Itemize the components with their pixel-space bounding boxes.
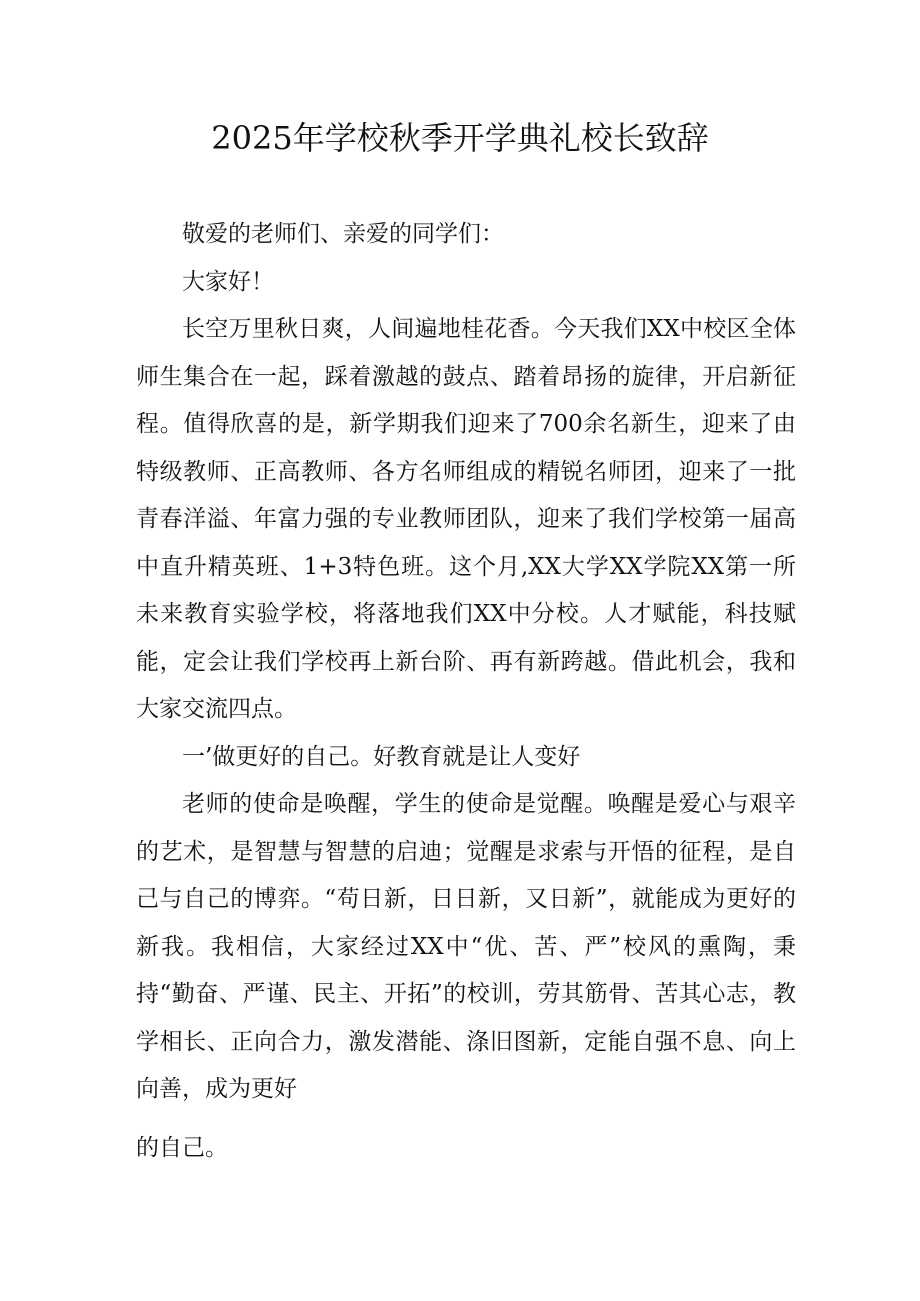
section-1-continuation: 的自己。 <box>136 1134 228 1161</box>
document-body <box>136 211 796 1172</box>
opening-paragraph: 长空万里秋日爽，人间遍地桂花香。今天我们XX中校区全体师生集合在一起，踩着激越的鼓点、踏着昂扬的旋律，开启新征程。值得欣喜的是，新学期我们迎来了700余名新生，迎来了由特级教师、正高教师、各方名师组成的精锐名师团，迎来了一批青春洋溢、年富力强的专业教师团队，迎来了我们学校第一届高中直升精英班、1+3特色班。这个月,XX大学XX学院XX第一所未来教育实验学校，将落地我们XX中分校。人才赋能，科技赋能，定会让我们学校再上新台阶、再有新跨越。借此机会，我和大家交流四点。 <box>136 316 796 722</box>
document-title: 2025年学校秋季开学典礼校长致辞 <box>211 119 709 157</box>
section-heading-1: 一’做更好的自己。好教育就是让人变好 <box>182 743 581 770</box>
section-1-paragraph: 老师的使命是唤醒，学生的使命是觉醒。唤醒是爱心与艰辛的艺术，是智慧与智慧的启迪；觉醒是求索与开悟的征程，是自己与自己的博弈。“苟日新，日日新，又日新”，就能成为更好的新我。我相信，大家经过XX中“优、苦、严”校风的熏陶，秉持“勤奋、严谨、民主、开拓”的校训，劳其筋骨、苦其心志，教学相长、正向合力，激发潜能、涤旧图新，定能自强不息、向上向善，成为更好 <box>136 791 796 1102</box>
greeting-paragraph: 大家好！ <box>182 268 274 295</box>
salutation-paragraph: 敬爱的老师们、亲爱的同学们： <box>182 221 504 247</box>
